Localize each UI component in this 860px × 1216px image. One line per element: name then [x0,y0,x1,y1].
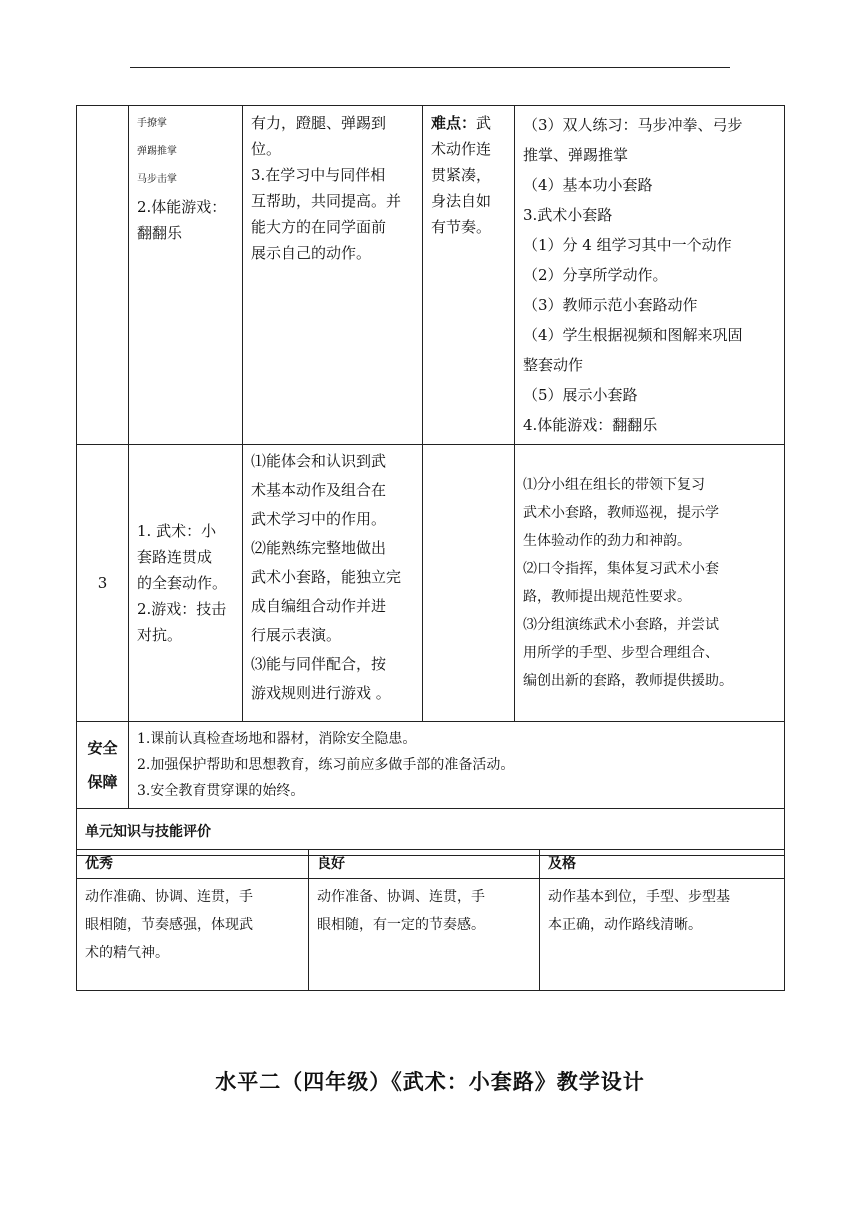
criteria-line: 术的精气神。 [85,945,169,961]
objective-line: 能大方的在同学面前 [251,218,387,236]
table-row [77,850,785,879]
objective-line: 互帮助，共同提高。并 [251,192,402,210]
method-line: 用所学的手型、步型合理组合、 [523,645,719,661]
table-row [77,722,785,809]
method-line: 武术小套路，教师巡视，提示学 [523,505,719,521]
safety-label: 保障 [87,773,118,791]
objective-line: 行展示表演。 [251,626,342,644]
method-line: 编创出新的套路，教师提供援助。 [523,673,733,689]
safety-label: 安全 [87,739,118,757]
objective-line: 3.在学习中与同伴相 [251,166,386,184]
objective-line: 成自编组合动作并进 [251,597,387,615]
lesson-plan-table [76,105,785,856]
methods-cell [515,106,785,445]
content-line: 1. 武术：小 [137,522,217,540]
criteria-pass [540,879,785,991]
safety-item: 2.加强保护帮助和思想教育，练习前应多做手部的准备活动。 [137,757,515,773]
criteria-line: 本正确，动作路线清晰。 [548,917,702,933]
content-sub-item: 马步击掌 [137,174,177,185]
content-line: 翻翻乐 [137,224,183,242]
content-sub-item: 弹踢推掌 [137,146,177,157]
method-line: ⑶分组演练武术小套路，并尝试 [523,617,719,633]
method-line: 推掌、弹踢推掌 [523,146,629,164]
table-row [77,445,785,722]
content-sub-item: 手撩掌 [137,118,167,129]
method-line: 生体验动作的劲力和神韵。 [523,533,691,549]
header-good: 良好 [309,850,540,879]
criteria-line: 动作准备、协调、连贯，手 [317,889,485,905]
difficulty-line: 贯紧凑， [431,166,492,184]
objective-line: ⑶能与同伴配合，按 [251,655,387,673]
criteria-excellent [77,879,309,991]
lesson-number-cell: 3 [77,445,129,722]
content-line: 2.体能游戏： [137,198,227,216]
safety-item: 1.课前认真检查场地和器材，消除安全隐患。 [137,731,417,747]
lesson-number-cell [77,106,129,445]
criteria-line: 眼相随，节奏感强，体现武 [85,917,253,933]
content-line: 套路连贯成 [137,548,213,566]
objective-line: ⑵能熟练完整地做出 [251,539,387,557]
safety-content-cell [129,722,785,809]
method-line: ⑵口令指挥，集体复习武术小套 [523,561,719,577]
method-line: （2）分享所学动作。 [523,266,668,284]
method-line: （5）展示小套路 [523,386,638,404]
difficulty-cell [423,445,515,722]
difficulty-line: 术动作连 [431,140,492,158]
methods-cell [515,445,785,722]
method-line: （4）学生根据视频和图解来巩固 [523,326,743,344]
method-line: 整套动作 [523,356,584,374]
objective-line: 术基本动作及组合在 [251,481,387,499]
table-row [77,106,785,445]
objective-line: 有力，蹬腿、弹踢到位。 [251,114,387,158]
header-excellent: 优秀 [77,850,309,879]
objectives-cell [243,106,423,445]
content-cell [129,445,243,722]
criteria-line: 动作准确、协调、连贯，手 [85,889,253,905]
objective-line: 武术小套路，能独立完 [251,568,402,586]
safety-item: 3.安全教育贯穿课的始终。 [137,783,305,799]
criteria-line: 眼相随，有一定的节奏感。 [317,917,485,933]
objective-line: 游戏规则进行游戏 。 [251,684,391,702]
content-line: 2.游戏：技击 [137,600,227,618]
content-line: 的全套动作。 [137,574,228,592]
header-rule [130,67,730,68]
content-cell [129,106,243,445]
content-line: 对抗。 [137,626,183,644]
method-line: （1）分 4 组学习其中一个动作 [523,236,732,254]
criteria-good [309,879,540,991]
difficulty-line: 有节奏。 [431,218,492,236]
method-line: （3）教师示范小套路动作 [523,296,698,314]
difficulty-line: 身法自如 [431,192,492,210]
difficulty-label: 难点： [431,114,477,132]
objective-line: 展示自己的动作。 [251,244,372,262]
evaluation-title: 单元知识与技能评价 [77,809,785,856]
difficulty-line: 武 [476,114,492,132]
objectives-cell [243,445,423,722]
method-line: （4）基本功小套路 [523,176,653,194]
objective-line: 武术学习中的作用。 [251,510,387,528]
method-line: 路，教师提出规范性要求。 [523,589,691,605]
method-line: ⑴分小组在组长的带领下复习 [523,477,705,493]
evaluation-table [76,849,785,991]
method-line: （3）双人练习：马步冲拳、弓步 [523,116,743,134]
method-line: 3.武术小套路 [523,206,613,224]
header-pass: 及格 [540,850,785,879]
table-row [77,879,785,991]
difficulty-cell [423,106,515,445]
objective-line: ⑴能体会和认识到武 [251,452,387,470]
criteria-line: 动作基本到位，手型、步型基 [548,889,730,905]
document-title: 水平二（四年级）《武术：小套路》教学设计 [215,1069,645,1094]
method-line: 4.体能游戏：翻翻乐 [523,416,658,434]
safety-label-cell [77,722,129,809]
